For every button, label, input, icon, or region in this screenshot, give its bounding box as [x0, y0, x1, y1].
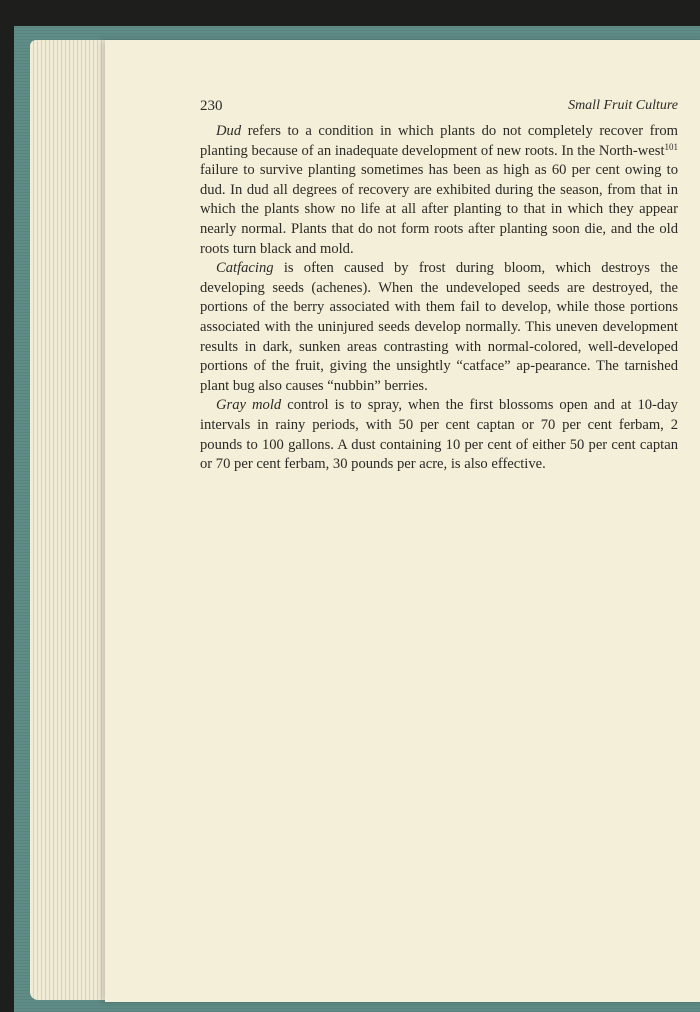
paragraph-dud-text-b: failure to survive planting sometimes has been as high as 60 per cent owing to dud. In dud all degrees of recovery are exhibited during the season, from that in which the plants show no life at all after planting to that in which they appear nearly normal. Plants that do not form roots after planting soon die, and the old roots turn black and mold. — [200, 162, 678, 257]
paragraph-dud — [200, 122, 678, 259]
paragraph-gray-mold-text: control is to spray, when the first blossoms open and at 10-day intervals in rainy periods, with 50 per cent captan or 70 per cent ferbam, 2 pounds to 100 gallons. A dust containing 10 per cent of either 50 per cent captan or 70 per cent ferbam, 30 pounds per acre, is also effective. — [200, 397, 678, 473]
paragraph-dud-text-a: refers to a condition in which plants do not completely recover from planting because of an inadequate development of new roots. In the North-west — [200, 123, 678, 159]
body-text — [200, 122, 678, 475]
term-catfacing: Catfacing — [216, 260, 274, 277]
footnote-ref: 101 — [664, 141, 678, 152]
page-header — [200, 98, 678, 118]
term-gray-mold: Gray mold — [216, 397, 282, 414]
paragraph-catfacing — [200, 259, 678, 396]
term-dud: Dud — [216, 123, 242, 139]
paragraph-gray-mold — [200, 396, 678, 474]
running-head: Small Fruit Culture — [568, 98, 678, 113]
page-number: 230 — [200, 98, 223, 114]
paragraph-catfacing-text: is often caused by frost during bloom, which destroys the developing seeds (achenes). When the undeveloped seeds are destroyed, the portions of the berry associated with them fail to develop, while those portions associated with the uninjured seeds develop normally. This uneven development results in dark, sunken areas contrasting with normal-colored, well-developed portions of the fruit, giving the unsightly “catface” ap-pearance. The tarnished plant bug also causes “nubbin” berries. — [200, 260, 678, 394]
